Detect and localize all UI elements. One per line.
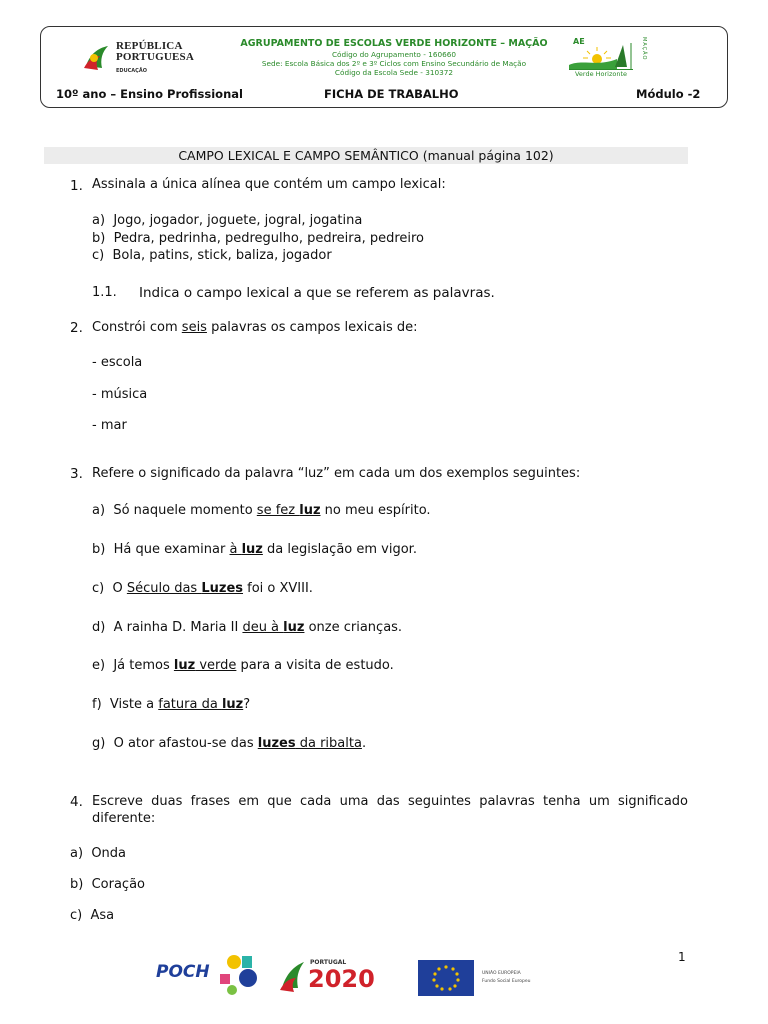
- portugal-2020-logo: 2020: [308, 965, 375, 993]
- page-title: CAMPO LEXICAL E CAMPO SEMÂNTICO (manual página 102): [178, 148, 554, 163]
- poch-logo: POCH: [156, 962, 210, 982]
- poch-shapes-icon: [212, 948, 262, 998]
- republica-portuguesa-logo: [82, 40, 222, 78]
- q4-option-a: a) Onda: [70, 846, 127, 861]
- q2-item-mar: - mar: [92, 418, 127, 433]
- footer-logos: POCH PORTUGAL 2020 UNIÃO EUROPEIA Fundo Social Europeu: [152, 944, 542, 1004]
- eu-text: UNIÃO EUROPEIA Fundo Social Europeu: [482, 971, 531, 984]
- q1-number: 1.: [70, 178, 83, 194]
- q3-text: Refere o significado da palavra “luz” em cada um dos exemplos seguintes:: [92, 466, 581, 481]
- sun-horizon-icon: [567, 41, 637, 71]
- module-label: Módulo -2: [636, 87, 701, 101]
- seat-code: Código da Escola Sede - 310372: [334, 68, 454, 77]
- q3-example-a: a) Só naquele momento se fez luz no meu espírito.: [92, 503, 431, 518]
- educacao-text: EDUCAÇÃO: [116, 68, 147, 74]
- q4-number: 4.: [70, 794, 83, 810]
- q4-option-b: b) Coração: [70, 877, 146, 892]
- q3-example-g: g) O ator afastou-se das luzes da ribalta.: [92, 736, 367, 751]
- q1-1-text: Indica o campo lexical a que se referem as palavras.: [139, 285, 495, 301]
- q2-item-musica: - música: [92, 387, 148, 402]
- sheet-label: FICHA DE TRABALHO: [324, 87, 459, 101]
- q1-text: Assinala a única alínea que contém um campo lexical:: [92, 177, 446, 192]
- q3-example-e: e) Já temos luz verde para a visita de estudo.: [92, 658, 394, 673]
- q2-text: Constrói com seis palavras os campos lexicais de:: [92, 320, 418, 335]
- q3-example-b: b) Há que examinar à luz da legislação em vigor.: [92, 542, 417, 557]
- portugal-2020-emblem-icon: [280, 958, 306, 992]
- q1-option-a: a) Jogo, jogador, joguete, jogral, jogatina: [92, 213, 363, 228]
- school-name: AGRUPAMENTO DE ESCOLAS VERDE HORIZONTE – MAÇÃO: [240, 38, 548, 49]
- q4-option-c: c) Asa: [70, 908, 115, 923]
- ae-verde-horizonte-logo: AE Verde Horizonte MAÇÃO: [567, 37, 655, 79]
- q1-option-b: b) Pedra, pedrinha, pedregulho, pedreira, pedreiro: [92, 231, 425, 246]
- school-seat: Sede: Escola Básica dos 2º e 3º Ciclos com Ensino Secundário de Mação: [261, 59, 527, 68]
- flag-emblem-icon: [82, 42, 112, 72]
- page-number: 1: [678, 950, 686, 964]
- q3-example-c: c) O Século das Luzes foi o XVIII.: [92, 581, 313, 596]
- q3-example-d: d) A rainha D. Maria II deu à luz onze crianças.: [92, 620, 403, 635]
- q3-example-f: f) Viste a fatura da luz?: [92, 697, 251, 712]
- q4-text-line2: diferente:: [92, 811, 156, 826]
- q3-number: 3.: [70, 466, 83, 482]
- q1-option-c: c) Bola, patins, stick, baliza, jogador: [92, 248, 332, 263]
- q2-item-escola: - escola: [92, 355, 143, 370]
- q1-1-number: 1.1.: [92, 285, 117, 300]
- republica-text: REPÚBLICA PORTUGUESA: [116, 40, 195, 63]
- eu-flag-icon: [418, 960, 474, 996]
- group-code: Código do Agrupamento - 160660: [331, 50, 457, 59]
- year-label: 10º ano – Ensino Profissional: [56, 87, 243, 101]
- q2-number: 2.: [70, 320, 83, 336]
- q4-text-line1: Escreve duas frases em que cada uma das seguintes palavras tenha um significado: [92, 794, 688, 809]
